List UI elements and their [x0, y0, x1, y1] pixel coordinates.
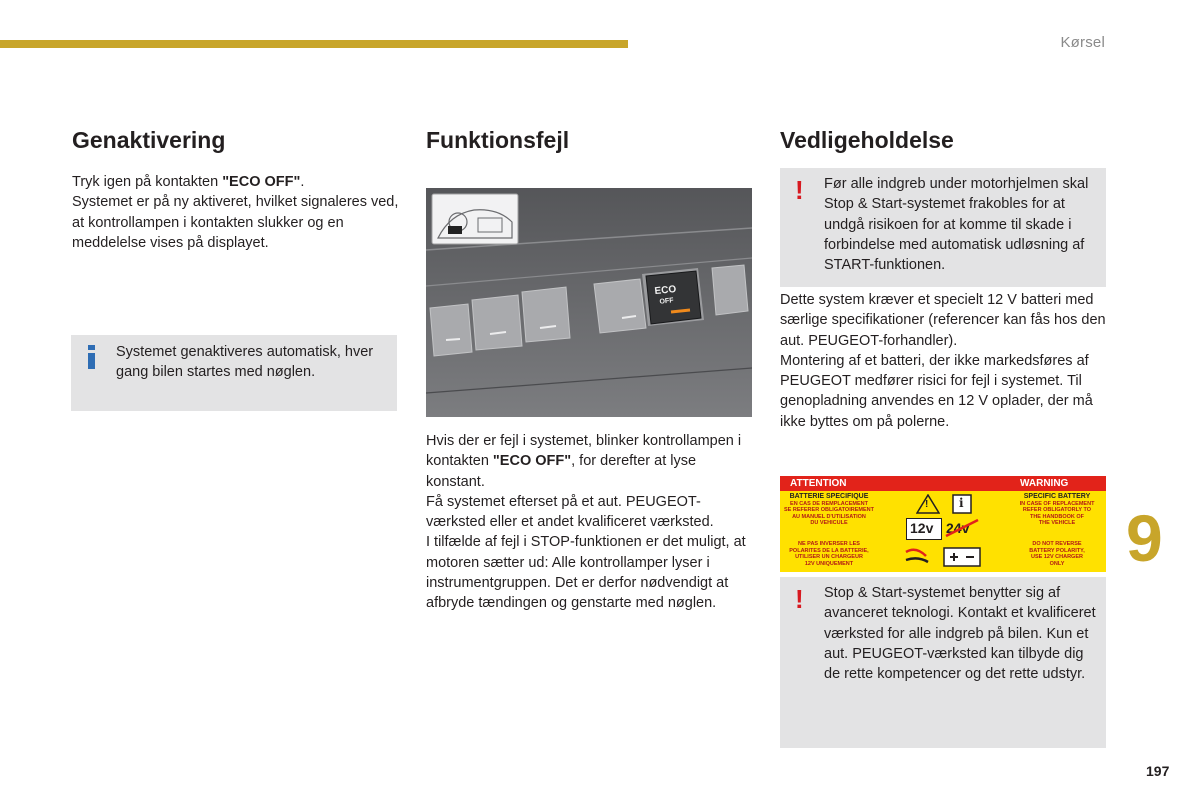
label-fr-line: AU MANUEL D'UTILISATION: [792, 513, 866, 520]
label-12v: 12v: [910, 520, 934, 536]
label-fr-line: 12V UNIQUEMENT: [804, 560, 854, 567]
info-text: Systemet genaktiveres automatisk, hver gang bilen startes med nøglen.: [116, 344, 374, 381]
text: Tryk igen på kontakten: [72, 174, 223, 190]
label-en-line: IN CASE OF REPLACEMENT: [1019, 500, 1095, 507]
warning-triangle-mark: !: [925, 499, 929, 510]
info-icon: [87, 345, 97, 369]
text: Systemet er på ny aktiveret, hvilket signaleres ved, at kontrollampen i kontakten slukker og en meddelelse vises på displayet.: [72, 194, 399, 251]
label-fr-line: POLARITES DE LA BATTERIE,: [789, 547, 869, 554]
label-en-line: USE 12V CHARGER: [1031, 554, 1083, 561]
strike-icon: [944, 518, 980, 538]
funktionsfejl-text: [426, 431, 756, 614]
label-attention: ATTENTION: [790, 478, 847, 489]
label-en-line: THE HANDBOOK OF: [1029, 513, 1085, 520]
label-pictograms: [904, 494, 984, 568]
section-title: Kørsel: [1060, 34, 1105, 51]
label-fr-line: SE REFERER OBLIGATOIREMENT: [784, 507, 874, 514]
eco-off-key: "ECO OFF": [222, 174, 301, 190]
text: I tilfælde af fejl i STOP-funktionen er det muligt, at motoren sætter ud: Alle kontrollamper lyser i instrumentgruppen. Det er derfor nødvendigt at afbryde tændingen og genstarte med nøglen.: [426, 534, 746, 612]
label-fr-line: EN CAS DE REMPLACEMENT: [790, 500, 868, 507]
label-fr-line: NE PAS INVERSER LES: [798, 540, 860, 547]
label-fr-title: BATTERIE SPECIFIQUE: [789, 493, 869, 500]
page-number: 197: [1146, 763, 1170, 779]
heading-funktionsfejl: Funktionsfejl: [426, 127, 570, 153]
eco-label: ECO: [654, 283, 677, 298]
dashboard-illustration: [426, 188, 752, 417]
eco-off-button-label: [650, 283, 682, 308]
label-en-line: THE VEHICLE: [1038, 520, 1076, 527]
label-fr-line: UTILISER UN CHARGEUR: [795, 554, 863, 561]
vedligeholdelse-text: [780, 290, 1110, 432]
battery-warning-label: [780, 476, 1106, 572]
battery-cables-icon: [904, 542, 984, 568]
text: Dette system kræver et specielt 12 V batteri med særlige specifikationer (referencer kan fås hos den aut. PEUGEOT-forhandler).: [780, 292, 1106, 349]
heading-genaktivering: Genaktivering: [72, 127, 226, 153]
warning-icon: !: [795, 584, 804, 614]
heading-vedligeholdelse: Vedligeholdelse: [780, 127, 954, 153]
warning-icon: !: [795, 175, 804, 205]
text: .: [300, 174, 305, 190]
label-en-line: DO NOT REVERSE: [1032, 540, 1082, 547]
off-label: OFF: [659, 297, 674, 306]
manual-icon-letter: i: [959, 496, 964, 510]
label-en-line: BATTERY POLARITY,: [1029, 547, 1085, 554]
chapter-number: 9: [1126, 501, 1163, 575]
label-fr-line: DU VEHICULE: [810, 520, 848, 527]
eco-off-switch-image: [426, 188, 752, 417]
warning-box-1: [780, 168, 1106, 287]
genaktivering-text: [72, 172, 402, 253]
text: Få systemet efterset på et aut. PEUGEOT-værksted eller et andet kvalificeret værksted.: [426, 493, 714, 531]
info-box: [71, 335, 397, 411]
label-24v: 24v: [946, 520, 970, 536]
label-warning: WARNING: [1020, 478, 1069, 489]
header-bar: [0, 40, 628, 48]
warning-text-1: Før alle indgreb under motorhjelmen skal Stop & Start-systemet frakobles for at undgå risikoen for at komme til skade i forbindelse med automatisk udløsning af START-funktionen.: [824, 176, 1089, 274]
label-en-line: ONLY: [1049, 560, 1065, 567]
label-en-line: REFER OBLIGATORLY TO: [1022, 507, 1092, 514]
warning-text-2: Stop & Start-systemet benytter sig af avanceret teknologi. Kontakt et kvalificeret værksted for alle indgreb på bilen. Kun et aut. PEUGEOT-værksted kan tilbyde dig de rette kompetencer og det rette udstyr.: [824, 585, 1096, 683]
warning-box-2: [780, 577, 1106, 748]
label-en-title: SPECIFIC BATTERY: [1023, 493, 1091, 500]
label-en-block: [1012, 494, 1102, 567]
label-fr-block: [784, 494, 874, 567]
eco-off-key: "ECO OFF": [492, 453, 572, 470]
text: , for derefter at lyse konstant.: [426, 453, 697, 490]
text: Hvis der er fejl i systemet, blinker kontrollampen i kontakten: [426, 433, 742, 470]
text: Montering af et batteri, der ikke markedsføres af PEUGEOT medfører risici for fejl i systemet. Til genopladning anvendes en 12 V oplader, der må ikke byttes om på polerne.: [780, 352, 1093, 430]
